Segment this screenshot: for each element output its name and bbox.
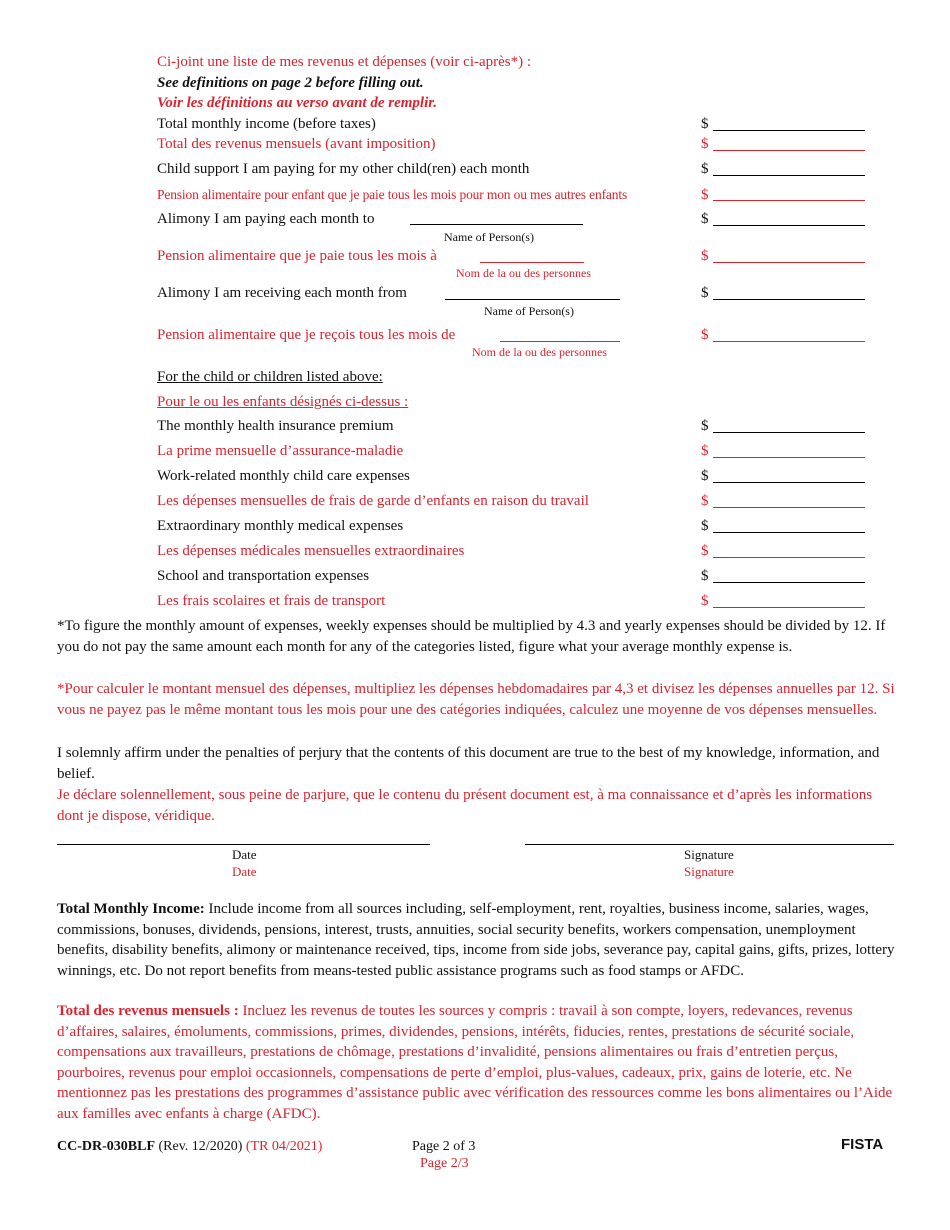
definition-title-en: Total Monthly Income: xyxy=(57,901,205,917)
school-transport-amount-field[interactable] xyxy=(713,582,865,583)
medical-expenses-amount-field[interactable] xyxy=(713,532,865,533)
child-care-amount-field-fr[interactable] xyxy=(713,507,865,508)
school-transport-label-fr: Les frais scolaires et frais de transport xyxy=(157,593,386,609)
dollar-sign: $ xyxy=(701,327,709,343)
alimony-receiving-amount-field[interactable] xyxy=(713,299,865,300)
affirmation-en: I solemnly affirm under the penalties of perjury that the contents of this document are true to the best of my knowledge, information, and belief. xyxy=(57,745,880,782)
intro-see-definitions-en: See definitions on page 2 before filling out. xyxy=(157,75,424,91)
dollar-sign: $ xyxy=(701,468,709,484)
brand-label: FISTA xyxy=(841,1136,884,1153)
alimony-receiving-name-field[interactable] xyxy=(445,299,620,300)
dollar-sign: $ xyxy=(701,543,709,559)
dollar-sign: $ xyxy=(701,568,709,584)
school-transport-amount-field-fr[interactable] xyxy=(713,607,865,608)
dollar-sign: $ xyxy=(701,211,709,227)
health-premium-amount-field-fr[interactable] xyxy=(713,457,865,458)
dollar-sign: $ xyxy=(701,136,709,152)
name-of-person-caption: Name of Person(s) xyxy=(484,304,574,318)
children-heading-fr: Pour le ou les enfants désignés ci-dessus : xyxy=(157,394,409,410)
alimony-receiving-name-field-fr[interactable] xyxy=(500,341,620,342)
alimony-receiving-label-en: Alimony I am receiving each month from xyxy=(157,285,407,301)
health-premium-label-fr: La prime mensuelle d’assurance-maladie xyxy=(157,443,404,459)
definition-en xyxy=(57,899,897,981)
definition-title-fr: Total des revenus mensuels : xyxy=(57,1003,239,1019)
alimony-receiving-amount-field-fr[interactable] xyxy=(713,341,865,342)
dollar-sign: $ xyxy=(701,187,709,203)
date-caption-fr: Date xyxy=(232,864,257,879)
form-code xyxy=(57,1138,322,1155)
intro-list-fr: Ci-joint une liste de mes revenus et dépenses (voir ci-après*) : xyxy=(157,54,532,70)
dollar-sign: $ xyxy=(701,161,709,177)
intro-see-definitions-fr: Voir les définitions au verso avant de remplir. xyxy=(157,95,438,111)
alimony-paying-name-field-fr[interactable] xyxy=(480,262,584,263)
health-premium-amount-field[interactable] xyxy=(713,432,865,433)
child-support-amount-field[interactable] xyxy=(713,175,865,176)
form-translation-revision: (TR 04/2021) xyxy=(245,1139,323,1154)
alimony-receiving-label-fr: Pension alimentaire que je reçois tous les mois de xyxy=(157,327,456,343)
child-care-label-en: Work-related monthly child care expenses xyxy=(157,468,410,484)
signature-line-field[interactable] xyxy=(525,844,894,845)
health-premium-label-en: The monthly health insurance premium xyxy=(157,418,394,434)
child-support-label-en: Child support I am paying for my other child(ren) each month xyxy=(157,161,530,177)
form-revision: (Rev. 12/2020) xyxy=(155,1139,246,1154)
name-of-person-caption-fr: Nom de la ou des personnes xyxy=(456,266,591,280)
date-line-field[interactable] xyxy=(57,844,430,845)
alimony-paying-label-en: Alimony I am paying each month to xyxy=(157,211,375,227)
children-heading-en: For the child or children listed above: xyxy=(157,369,383,385)
income-amount-field-fr[interactable] xyxy=(713,150,865,151)
dollar-sign: $ xyxy=(701,518,709,534)
alimony-paying-name-field[interactable] xyxy=(410,224,583,225)
child-care-label-fr: Les dépenses mensuelles de frais de garde d’enfants en raison du travail xyxy=(157,493,589,509)
definition-body-en: Include income from all sources including, self-employment, rent, royalties, business income, salaries, wages, commissions, bonuses, dividends, pensions, interest, trusts, annuities, social security benefits, workers compensation, unemployment benefits, disability benefits, alimony or maintenance received, tips, income from side jobs, severance pay, capital gains, gifts, prizes, lottery winnings, etc. Do not report benefits from means-tested public assistance programs such as food stamps or AFDC. xyxy=(57,901,895,979)
medical-expenses-label-en: Extraordinary monthly medical expenses xyxy=(157,518,404,534)
page-number-en: Page 2 of 3 xyxy=(412,1139,476,1154)
date-caption-en: Date xyxy=(232,847,257,862)
income-amount-field[interactable] xyxy=(713,130,865,131)
signature-caption-fr: Signature xyxy=(684,864,734,879)
dollar-sign: $ xyxy=(701,418,709,434)
child-care-amount-field[interactable] xyxy=(713,482,865,483)
definition-body-fr: Incluez les revenus de toutes les sources y compris : travail à son compte, loyers, redevances, revenus d’affaires, salaires, émoluments, commissions, primes, dividendes, pensions, intérêts, fiducies, rentes, prestations de sécurité sociale, compensations aux travailleurs, prestations de chômage, prestations d’invalidité, pensions alimentaires ou frais d’entretien perçus, pourboires, revenus pour emploi occasionnels, compensations de perte d’emploi, plus-values, cadeaux, prix, gains de loterie, etc. Ne mentionnez pas les prestations des programmes d’assistance public avec vérification des ressources comme les bons alimentaires ou l’Aide aux familles avec enfants à charge (AFDC). xyxy=(57,1003,893,1122)
dollar-sign: $ xyxy=(701,285,709,301)
form-code-id: CC-DR-030BLF xyxy=(57,1139,155,1154)
dollar-sign: $ xyxy=(701,248,709,264)
dollar-sign: $ xyxy=(701,593,709,609)
income-label-fr: Total des revenus mensuels (avant imposition) xyxy=(157,136,436,152)
calculation-note-en: *To figure the monthly amount of expenses, weekly expenses should be multiplied by 4.3 and yearly expenses should be divided by 12. If you do not pay the same amount each month for any of the categories listed, figure what your average monthly expense is. xyxy=(57,618,886,655)
dollar-sign: $ xyxy=(701,443,709,459)
alimony-paying-label-fr: Pension alimentaire que je paie tous les mois à xyxy=(157,248,437,264)
dollar-sign: $ xyxy=(701,493,709,509)
name-of-person-caption-fr: Nom de la ou des personnes xyxy=(472,345,607,359)
affirmation-fr: Je déclare solennellement, sous peine de parjure, que le contenu du présent document est, à ma connaissance et d’après les informations dont je dispose, véridique. xyxy=(57,787,873,824)
page-number-fr: Page 2/3 xyxy=(420,1156,469,1171)
medical-expenses-label-fr: Les dépenses médicales mensuelles extraordinaires xyxy=(157,543,465,559)
alimony-paying-amount-field[interactable] xyxy=(713,225,865,226)
child-support-label-fr: Pension alimentaire pour enfant que je paie tous les mois pour mon ou mes autres enfants xyxy=(157,187,628,202)
dollar-sign: $ xyxy=(701,116,709,132)
calculation-note-fr: *Pour calculer le montant mensuel des dépenses, multipliez les dépenses hebdomadaires par 4,3 et divisez les dépenses annuelles par 12. Si vous ne payez pas le même montant tous les mois pour une des catégories indiquées, calculez une moyenne de vos dépenses mensuelles. xyxy=(57,681,895,718)
income-label-en: Total monthly income (before taxes) xyxy=(157,116,376,132)
definition-fr xyxy=(57,1001,897,1124)
signature-caption-en: Signature xyxy=(684,847,734,862)
medical-expenses-amount-field-fr[interactable] xyxy=(713,557,865,558)
alimony-paying-amount-field-fr[interactable] xyxy=(713,262,865,263)
name-of-person-caption: Name of Person(s) xyxy=(444,230,534,244)
child-support-amount-field-fr[interactable] xyxy=(713,200,865,201)
school-transport-label-en: School and transportation expenses xyxy=(157,568,370,584)
